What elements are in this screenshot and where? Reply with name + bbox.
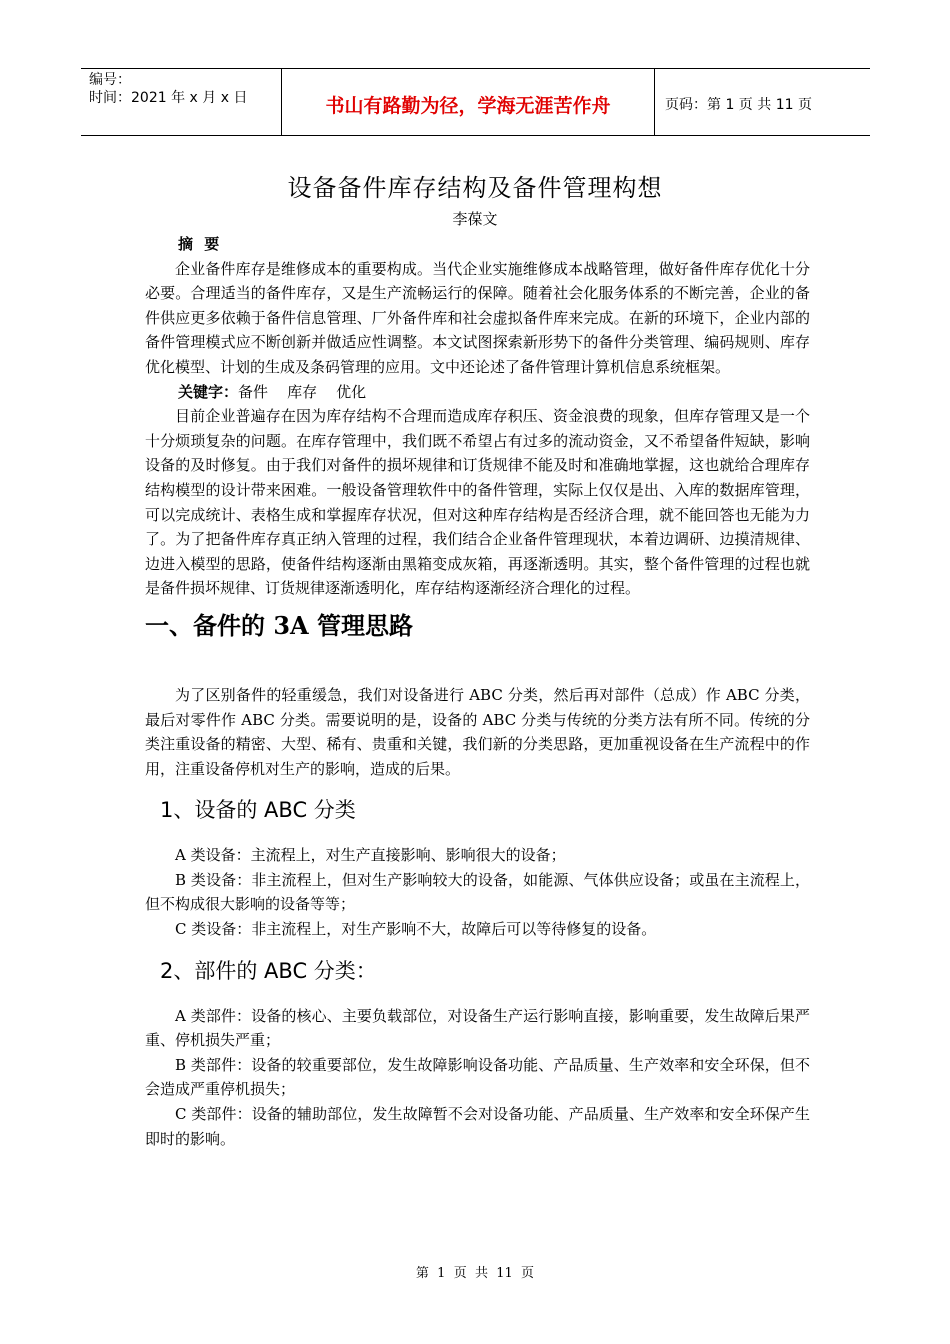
part-class-b: B 类部件：设备的较重要部位，发生故障影响设备功能、产品质量、生产效率和安全环保，但不会造成严重停机损失； xyxy=(145,1055,810,1099)
abstract-heading: 摘 要 xyxy=(178,235,223,253)
page-footer: 第 1 页 共 11 页 xyxy=(415,1266,535,1281)
section-heading: 一、备件的 3A 管理思路 xyxy=(145,610,414,640)
document-title: 设备备件库存结构及备件管理构想 xyxy=(287,174,663,202)
header-motto: 书山有路勤为径，学海无涯苦作舟 xyxy=(281,69,655,135)
equipment-class-b: B 类设备：非主流程上，但对生产影响较大的设备，如能源、气体供应设备；或虽在主流程上，但不构成很大影响的设备等等； xyxy=(145,870,810,914)
section-paragraph: 为了区别备件的轻重缓急，我们对设备进行 ABC 分类，然后再对部件（总成）作 ABC 分类，最后对零件作 ABC 分类。需要说明的是，设备的 ABC 分类与传统的分类方法有所不同。传统的分类注重设备的精密、大型、稀有、贵重和关键，我们新的分类思路，更加重视设备在生产流程中的作用，注重设备停机对生产的影响，造成的后果。 xyxy=(145,685,810,778)
part-class-c: C 类部件：设备的辅助部位，发生故障暂不会对设备功能、产品质量、生产效率和安全环保产生即时的影响。 xyxy=(145,1105,810,1148)
abstract-paragraph: 企业备件库存是维修成本的重要构成。当代企业实施维修成本战略管理，做好备件库存优化十分必要。合理适当的备件库存，又是生产流畅运行的保障。随着社会化服务体系的不断完善，企业的备件供应更多依赖于备件信息管理、厂外备件库和社会虚拟备件库来完成。在新的环境下，企业内部的备件管理模式应不断创新并做适应性调整。本文试图探索新形势下的备件分类管理、编码规则、库存优化模型、计划的生成及条码管理的应用。文中还论述了备件管理计算机信息系统框架。 xyxy=(145,259,810,376)
page-header xyxy=(81,68,870,136)
keywords-line xyxy=(145,380,810,405)
equipment-class-c: C 类设备：非主流程上，对生产影响不大，故障后可以等待修复的设备。 xyxy=(175,920,657,939)
keywords-label: 关键字： xyxy=(178,382,239,401)
part-class-a: A 类部件：设备的核心、主要负载部位，对设备生产运行影响直接，影响重要，发生故障后果严重、停机损失严重； xyxy=(145,1006,810,1050)
subsection-heading-parts: 2、部件的 ABC 分类： xyxy=(160,958,377,983)
intro-paragraph: 目前企业普遍存在因为库存结构不合理而造成库存积压、资金浪费的现象，但库存管理又是一个十分烦琐复杂的问题。在库存管理中，我们既不希望占有过多的流动资金，又不希望备件短缺，影响设备的及时修复。由于我们对备件的损坏规律和订货规律不能及时和准确地掌握，这也就给合理库存结构模型的设计带来困难。一般设备管理软件中的备件管理，实际上仅仅是出、入库的数据库管理，可以完成统计、表格生成和掌握库存状况，但对这种库存结构是否经济合理，就不能回答也无能为力了。为了把备件库存真正纳入管理的过程，我们结合企业备件管理现状，本着边调研、边摸清规律、边进入模型的思路，使备件结构逐渐由黑箱变成灰箱，再逐渐透明。其实，整个备件管理的过程也就是备件损坏规律、订货规律逐渐透明化，库存结构逐渐经济合理化的过程。 xyxy=(145,407,810,598)
subsection-heading-equipment: 1、设备的 ABC 分类 xyxy=(160,798,356,823)
header-page-info: 页码：第 1 页 共 11 页 xyxy=(665,97,812,113)
equipment-class-a: A 类设备：主流程上，对生产直接影响、影响很大的设备； xyxy=(175,846,566,865)
header-meta xyxy=(81,69,281,135)
document-body xyxy=(145,232,810,1151)
document-author: 李葆文 xyxy=(452,210,498,228)
keywords-value: 备件 库存 优化 xyxy=(238,382,367,401)
time-label: 时间：2021 年 x 月 x 日 xyxy=(89,90,248,106)
number-label: 编号： xyxy=(89,72,131,88)
